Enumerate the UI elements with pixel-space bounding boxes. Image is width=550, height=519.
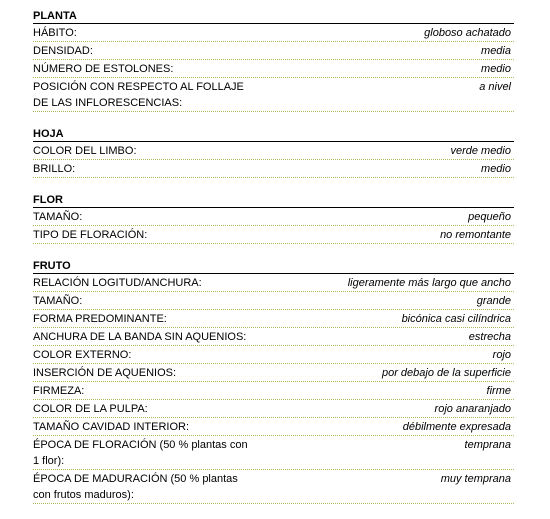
row-label: COLOR EXTERNO:	[33, 349, 132, 361]
row-label: RELACIÓN LOGITUD/ANCHURA:	[33, 277, 202, 289]
row-value: temprana	[464, 439, 511, 451]
row-label: FORMA PREDOMINANTE:	[33, 313, 167, 325]
row-value: muy temprana	[440, 473, 511, 485]
row-label: ÉPOCA DE MADURACIÓN (50 % plantas con frutos maduros):	[33, 473, 238, 501]
section-hoja	[33, 127, 514, 178]
row-label: COLOR DE LA PULPA:	[33, 403, 148, 415]
section-fruto	[33, 259, 514, 504]
table-row	[33, 142, 514, 160]
table-row	[33, 310, 514, 328]
section-title: FRUTO	[33, 259, 514, 274]
row-label: HÁBITO:	[33, 27, 77, 39]
table-row	[33, 364, 514, 382]
table-row	[33, 42, 514, 60]
row-value: ligeramente más largo que ancho	[347, 277, 511, 289]
table-row	[33, 328, 514, 346]
characteristics-sheet	[33, 9, 514, 519]
table-row	[33, 436, 514, 470]
row-value: rojo anaranjado	[434, 403, 511, 415]
row-label: TAMAÑO CAVIDAD INTERIOR:	[33, 421, 190, 433]
row-label: COLOR DEL LIMBO:	[33, 145, 137, 157]
table-row	[33, 292, 514, 310]
section-title: PLANTA	[33, 9, 514, 24]
row-label: FIRMEZA:	[33, 385, 85, 397]
section-flor	[33, 193, 514, 244]
row-label: NÚMERO DE ESTOLONES:	[33, 63, 174, 75]
row-value: débilmente expresada	[402, 421, 511, 433]
row-label: DENSIDAD:	[33, 45, 93, 57]
table-row	[33, 160, 514, 178]
row-value: firme	[486, 385, 511, 397]
section-title: FLOR	[33, 193, 514, 208]
row-label: TIPO DE FLORACIÓN:	[33, 229, 148, 241]
section-title: HOJA	[33, 127, 514, 142]
row-value: globoso achatado	[424, 27, 511, 39]
row-label: TAMAÑO:	[33, 295, 83, 307]
row-label: POSICIÓN CON RESPECTO AL FOLLAJE DE LAS INFLORESCENCIAS:	[33, 81, 244, 109]
table-row	[33, 470, 514, 504]
row-label: ÉPOCA DE FLORACIÓN (50 % plantas con 1 flor):	[33, 439, 248, 467]
table-row	[33, 382, 514, 400]
table-row	[33, 78, 514, 112]
table-row	[33, 346, 514, 364]
table-row	[33, 24, 514, 42]
row-value: a nivel	[479, 81, 511, 93]
table-row	[33, 226, 514, 244]
table-row	[33, 400, 514, 418]
row-value: medio	[481, 163, 511, 175]
row-value: grande	[476, 295, 511, 307]
row-label: TAMAÑO:	[33, 211, 83, 223]
table-row	[33, 208, 514, 226]
section-planta	[33, 9, 514, 112]
row-label: INSERCIÓN DE AQUENIOS:	[33, 367, 177, 379]
row-value: estrecha	[468, 331, 511, 343]
row-value: por debajo de la superficie	[381, 367, 511, 379]
row-value: bicónica casi cilíndrica	[401, 313, 511, 325]
row-value: verde medio	[450, 145, 511, 157]
table-row	[33, 60, 514, 78]
row-label: BRILLO:	[33, 163, 76, 175]
row-label: ANCHURA DE LA BANDA SIN AQUENIOS:	[33, 331, 247, 343]
row-value: pequeño	[468, 211, 511, 223]
table-row	[33, 274, 514, 292]
row-value: medio	[481, 63, 511, 75]
row-value: media	[481, 45, 511, 57]
row-value: no remontante	[440, 229, 511, 241]
row-value: rojo	[492, 349, 511, 361]
table-row	[33, 418, 514, 436]
